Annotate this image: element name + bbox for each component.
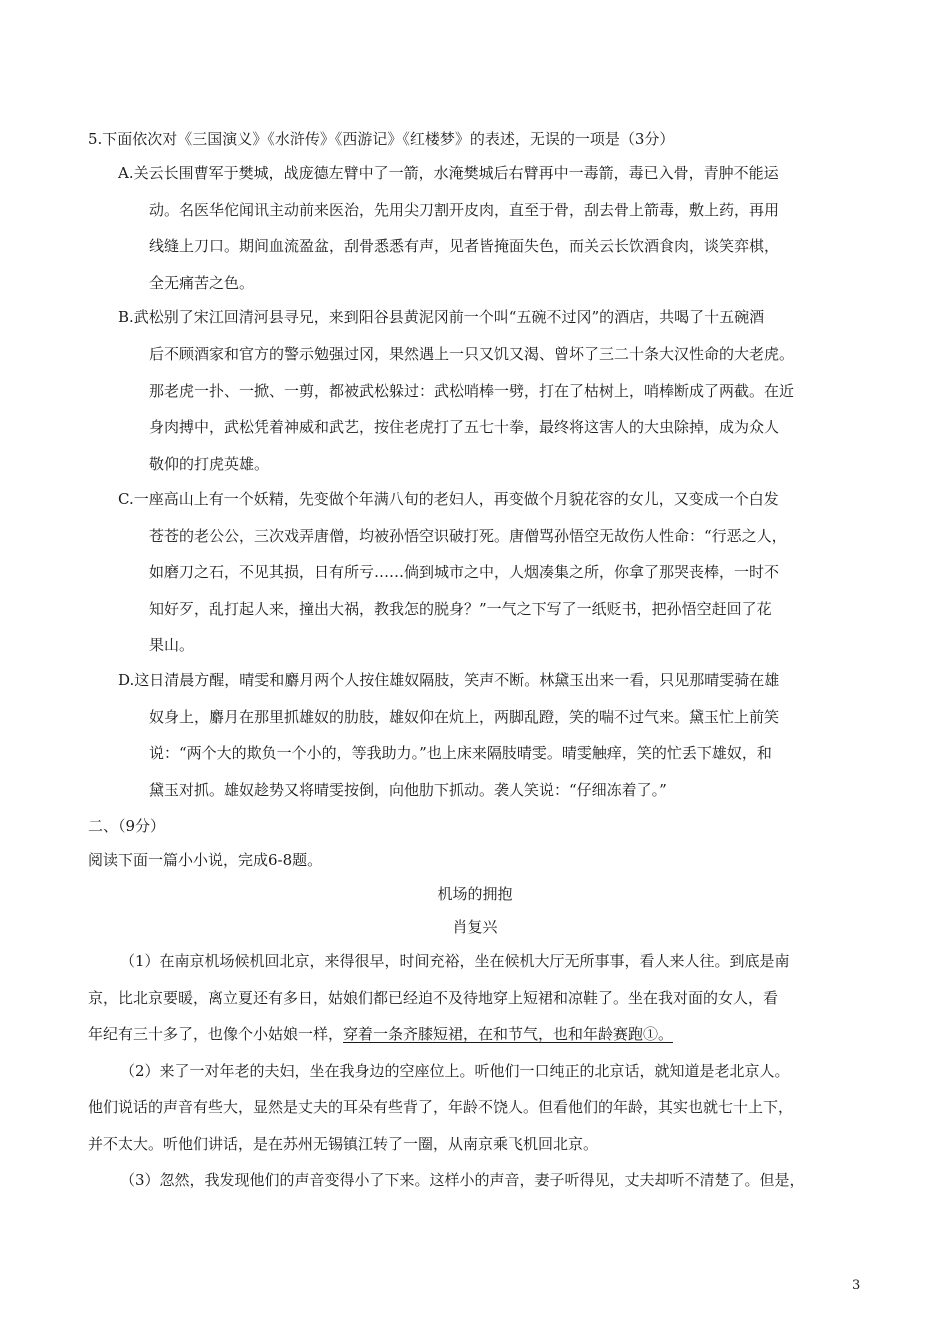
option-b-line-3: 那老虎一扑、一掀、一剪，都被武松躲过：武松哨棒一劈，打在了枯树上，哨棒断成了两截。在近 — [149, 382, 795, 400]
story-p1-line-2: 京，比北京要暖，离立夏还有多日，姑娘们都已经迫不及待地穿上短裙和凉鞋了。坐在我对面的女人，看 — [88, 989, 779, 1007]
option-d-line-2: 奴身上，麝月在那里抓雄奴的肋肢，雄奴仰在炕上，两脚乱蹬，笑的喘不过气来。黛玉忙上前笑 — [149, 708, 780, 726]
option-a-line-3: 线缝上刀口。期间血流盈盆，刮骨悉悉有声，见者皆掩面失色，而关云长饮酒食肉，谈笑弈棋， — [149, 237, 780, 255]
story-p2-line-2: 他们说话的声音有些大，显然是丈夫的耳朵有些背了，年龄不饶人。但看他们的年龄，其实也就七十上下， — [88, 1098, 794, 1116]
option-d-line-4: 黛玉对抓。雄奴趁势又将晴雯按倒，向他肋下抓动。袭人笑说：“仔细冻着了。” — [149, 781, 667, 799]
option-b-line-1: B.武松别了宋江回清河县寻兄，来到阳谷县黄泥冈前一个叫“五碗不过冈”的酒店，共喝了十五碗酒 — [118, 308, 765, 326]
option-a-line-4: 全无痛苦之色。 — [149, 274, 255, 292]
story-author: 肖复兴 — [452, 918, 498, 936]
option-a-line-1: A.关云长围曹军于樊城，战庞德左臂中了一箭，水淹樊城后右臂再中一毒箭，毒已入骨，青肿不能运 — [118, 164, 779, 182]
option-c-line-3: 如磨刀之石，不见其损，日有所亏……倘到城市之中，人烟凑集之所，你拿了那哭丧棒，一时不 — [149, 563, 780, 581]
option-b-line-4: 身肉搏中，武松凭着神威和武艺，按住老虎打了五七十拳，最终将这害人的大虫除掉，成为众人 — [149, 418, 780, 436]
section-heading: 二、（9分） — [88, 817, 166, 835]
option-d-line-3: 说：“两个大的欺负一个小的，等我助力。”也上床来隔肢晴雯。晴雯触痒，笑的忙丢下雄奴，和 — [149, 744, 772, 762]
option-b-line-5: 敬仰的打虎英雄。 — [149, 455, 270, 473]
story-p1-line-3 — [88, 1024, 673, 1044]
page-number: 3 — [852, 1278, 861, 1293]
story-p2-line-1: （2）来了一对年老的夫妇，坐在我身边的空座位上。听他们一口纯正的北京话，就知道是老北京人。 — [120, 1062, 790, 1080]
underlined-phrase-1: 穿着一条齐膝短裙，在和节气，也和年龄赛跑①。 — [343, 1025, 674, 1043]
section-instruction: 阅读下面一篇小小说，完成6-8题。 — [88, 851, 323, 869]
question-5-stem: 5.下面依次对《三国演义》《水浒传》《西游记》《红楼梦》的表述，无误的一项是（3分） — [88, 130, 675, 148]
story-p3-line-1: （3）忽然，我发现他们的声音变得小了下来。这样小的声音，妻子听得见，丈夫却听不清楚了。但是， — [120, 1171, 805, 1189]
option-c-line-2: 苍苍的老公公，三次戏弄唐僧，均被孙悟空识破打死。唐僧骂孙悟空无故伤人性命：“行恶之人， — [149, 527, 787, 545]
option-d-line-1: D.这日清晨方醒，晴雯和麝月两个人按住雄奴隔肢，笑声不断。林黛玉出来一看，只见那晴雯骑在雄 — [118, 671, 780, 689]
story-p1-plain-text: 年纪有三十多了，也像个小姑娘一样， — [88, 1025, 344, 1043]
option-a-line-2: 动。名医华佗闻讯主动前来医治，先用尖刀割开皮肉，直至于骨，刮去骨上箭毒，敷上药，再用 — [149, 201, 780, 219]
story-p2-line-3: 并不太大。听他们讲话，是在苏州无锡镇江转了一圈，从南京乘飞机回北京。 — [88, 1135, 599, 1153]
story-title: 机场的拥抱 — [437, 885, 513, 903]
option-c-line-5: 果山。 — [149, 636, 195, 654]
option-c-line-4: 知好歹，乱打起人来，撞出大祸，教我怎的脱身？”一气之下写了一纸贬书，把孙悟空赶回了花 — [149, 600, 772, 618]
option-c-line-1: C.一座高山上有一个妖精，先变做个年满八旬的老妇人，再变做个月貌花容的女儿，又变成一个白发 — [118, 490, 779, 508]
story-p1-line-1: （1）在南京机场候机回北京，来得很早，时间充裕，坐在候机大厅无所事事，看人来人往。到底是南 — [120, 952, 790, 970]
option-b-line-2: 后不顾酒家和官方的警示勉强过冈，果然遇上一只又饥又渴、曾坏了三二十条大汉性命的大老虎。 — [149, 345, 795, 363]
